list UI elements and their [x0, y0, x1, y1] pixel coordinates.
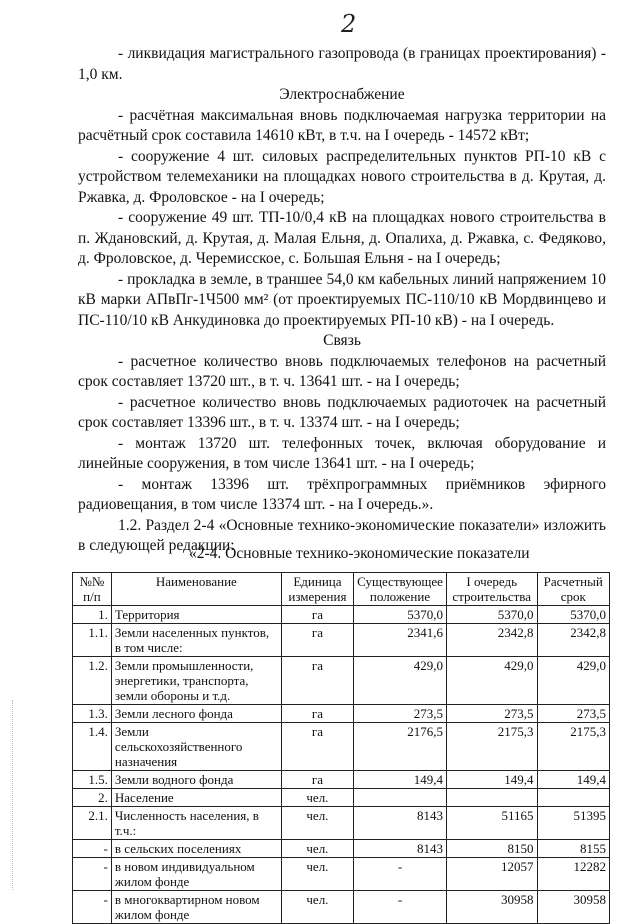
row-name: в многоквартирном новом жилом фонде — [111, 891, 281, 924]
row-first-stage: 8150 — [446, 840, 537, 858]
row-unit: га — [281, 723, 353, 771]
scan-edge-mark — [12, 700, 15, 890]
row-estimated: 12282 — [537, 858, 609, 891]
row-unit: чел. — [281, 840, 353, 858]
header-existing: Существующее положение — [354, 573, 447, 606]
row-first-stage: 2342,8 — [446, 624, 537, 657]
row-existing: 273,5 — [354, 705, 447, 723]
row-unit: чел. — [281, 789, 353, 807]
row-estimated: 5370,0 — [537, 606, 609, 624]
row-number: 1. — [73, 606, 112, 624]
table-row — [73, 705, 610, 723]
row-existing: 8143 — [354, 807, 447, 840]
row-estimated: 51395 — [537, 807, 609, 840]
section-heading: Электроснабжение — [279, 86, 405, 103]
paragraph: - расчетное количество вновь подключаемых телефонов на расчетный срок составляет 13720 шт., в т. ч. 13641 шт. - на I очередь; — [78, 352, 606, 390]
table-row — [73, 891, 610, 924]
paragraph: - расчетное количество вновь подключаемых радиоточек на расчетный срок составляет 13396 шт., в т. ч. 13374 шт. - на I очередь; — [78, 393, 606, 431]
table-row — [73, 606, 610, 624]
row-number: 1.4. — [73, 723, 112, 771]
header-unit: Единица измерения — [281, 573, 353, 606]
row-unit: чел. — [281, 891, 353, 924]
row-estimated: 149,4 — [537, 771, 609, 789]
row-first-stage: 273,5 — [446, 705, 537, 723]
row-name: Земли сельскохозяйственного назначения — [111, 723, 281, 771]
row-estimated: 8155 — [537, 840, 609, 858]
row-existing: 429,0 — [354, 657, 447, 705]
section-heading: Связь — [323, 332, 361, 349]
row-existing: 5370,0 — [354, 606, 447, 624]
paragraph: 1.2. Раздел 2-4 «Основные технико-экономические показатели» изложить в следующей редакции: — [78, 516, 606, 554]
paragraph: - прокладка в земле, в траншее 54,0 км кабельных линий напряжением 10 кВ марки АПвПг-1Ч500 мм² (от проектируемых ПС-110/10 кВ Мордвинцево и ПС-110/10 кВ Анкудиновка до проектируемых РП-10 кВ) - на I очередь. — [78, 270, 606, 329]
row-name: Земли населенных пунктов, в том числе: — [111, 624, 281, 657]
header-first-stage: I очередь строительства — [446, 573, 537, 606]
page-number: 2 — [341, 10, 357, 38]
paragraph: - сооружение 49 шт. ТП-10/0,4 кВ на площадках нового строительства в п. Ждановский, д. Крутая, д. Малая Ельня, д. Опалиха, д. Ржавка, с. Федяково, д. Фроловское, д. Черемисское, с. Большая Ельня - на I очередь; — [78, 209, 606, 267]
row-unit: га — [281, 624, 353, 657]
row-existing: 2176,5 — [354, 723, 447, 771]
row-estimated: 2175,3 — [537, 723, 609, 771]
table-row — [73, 723, 610, 771]
row-name: Численность населения, в т.ч.: — [111, 807, 281, 840]
table-row — [73, 807, 610, 840]
row-estimated: 273,5 — [537, 705, 609, 723]
row-existing: 149,4 — [354, 771, 447, 789]
row-unit: га — [281, 606, 353, 624]
row-existing: 2341,6 — [354, 624, 447, 657]
row-number: 1.5. — [73, 771, 112, 789]
row-number: - — [73, 840, 112, 858]
row-first-stage: 2175,3 — [446, 723, 537, 771]
table-row — [73, 858, 610, 891]
table-body — [73, 606, 610, 924]
row-unit: чел. — [281, 858, 353, 891]
row-existing: - — [354, 858, 447, 891]
table-row — [73, 789, 610, 807]
table-header-row — [73, 573, 610, 606]
row-first-stage: 149,4 — [446, 771, 537, 789]
table-title: «2-4. Основные технико-экономические показатели — [189, 545, 530, 562]
row-existing: 8143 — [354, 840, 447, 858]
row-first-stage: 5370,0 — [446, 606, 537, 624]
indicators-table — [72, 572, 610, 924]
row-first-stage: 51165 — [446, 807, 537, 840]
row-number: 2. — [73, 789, 112, 807]
row-number: 2.1. — [73, 807, 112, 840]
row-first-stage: 429,0 — [446, 657, 537, 705]
row-name: Земли водного фонда — [111, 771, 281, 789]
row-number: - — [73, 891, 112, 924]
row-unit: га — [281, 705, 353, 723]
table-row — [73, 624, 610, 657]
row-estimated — [537, 789, 609, 807]
row-estimated: 429,0 — [537, 657, 609, 705]
paragraph: - расчётная максимальная вновь подключаемая нагрузка территории на расчётный срок составила 14610 кВт, в т.ч. на I очередь - 14572 кВт; — [78, 106, 606, 144]
row-existing — [354, 789, 447, 807]
row-name: Земли промышленности, энергетики, транспорта, земли обороны и т.д. — [111, 657, 281, 705]
row-number: 1.1. — [73, 624, 112, 657]
header-estimated: Расчетный срок — [537, 573, 609, 606]
row-unit: га — [281, 657, 353, 705]
row-name: Земли лесного фонда — [111, 705, 281, 723]
row-estimated: 30958 — [537, 891, 609, 924]
row-unit: чел. — [281, 807, 353, 840]
table-row — [73, 771, 610, 789]
paragraph: - монтаж 13720 шт. телефонных точек, включая оборудование и линейные сооружения, в том числе 13641 шт. - на I очередь; — [78, 434, 606, 472]
header-name: Наименование — [111, 573, 281, 606]
table-row — [73, 657, 610, 705]
row-unit: га — [281, 771, 353, 789]
row-first-stage: 30958 — [446, 891, 537, 924]
row-name: Территория — [111, 606, 281, 624]
row-number: 1.3. — [73, 705, 112, 723]
row-name: в новом индивидуальном жилом фонде — [111, 858, 281, 891]
row-name: Население — [111, 789, 281, 807]
table-row — [73, 840, 610, 858]
document-body — [78, 44, 606, 557]
paragraph: - ликвидация магистрального газопровода (в границах проектирования) - 1,0 км. — [78, 45, 606, 83]
paragraph: - сооружение 4 шт. силовых распределительных пунктов РП-10 кВ с устройством телемеханики на площадках нового строительства в д. Крутая, д. Ржавка, д. Фроловское - на I очередь; — [78, 147, 606, 206]
row-number: - — [73, 858, 112, 891]
row-name: в сельских поселениях — [111, 840, 281, 858]
row-number: 1.2. — [73, 657, 112, 705]
paragraph: - монтаж 13396 шт. трёхпрограммных приёмников эфирного радиовещания, в том числе 13374 шт. - на I очередь.». — [78, 475, 606, 513]
row-first-stage: 12057 — [446, 858, 537, 891]
header-number: №№ п/п — [73, 573, 112, 606]
row-first-stage — [446, 789, 537, 807]
row-estimated: 2342,8 — [537, 624, 609, 657]
row-existing: - — [354, 891, 447, 924]
